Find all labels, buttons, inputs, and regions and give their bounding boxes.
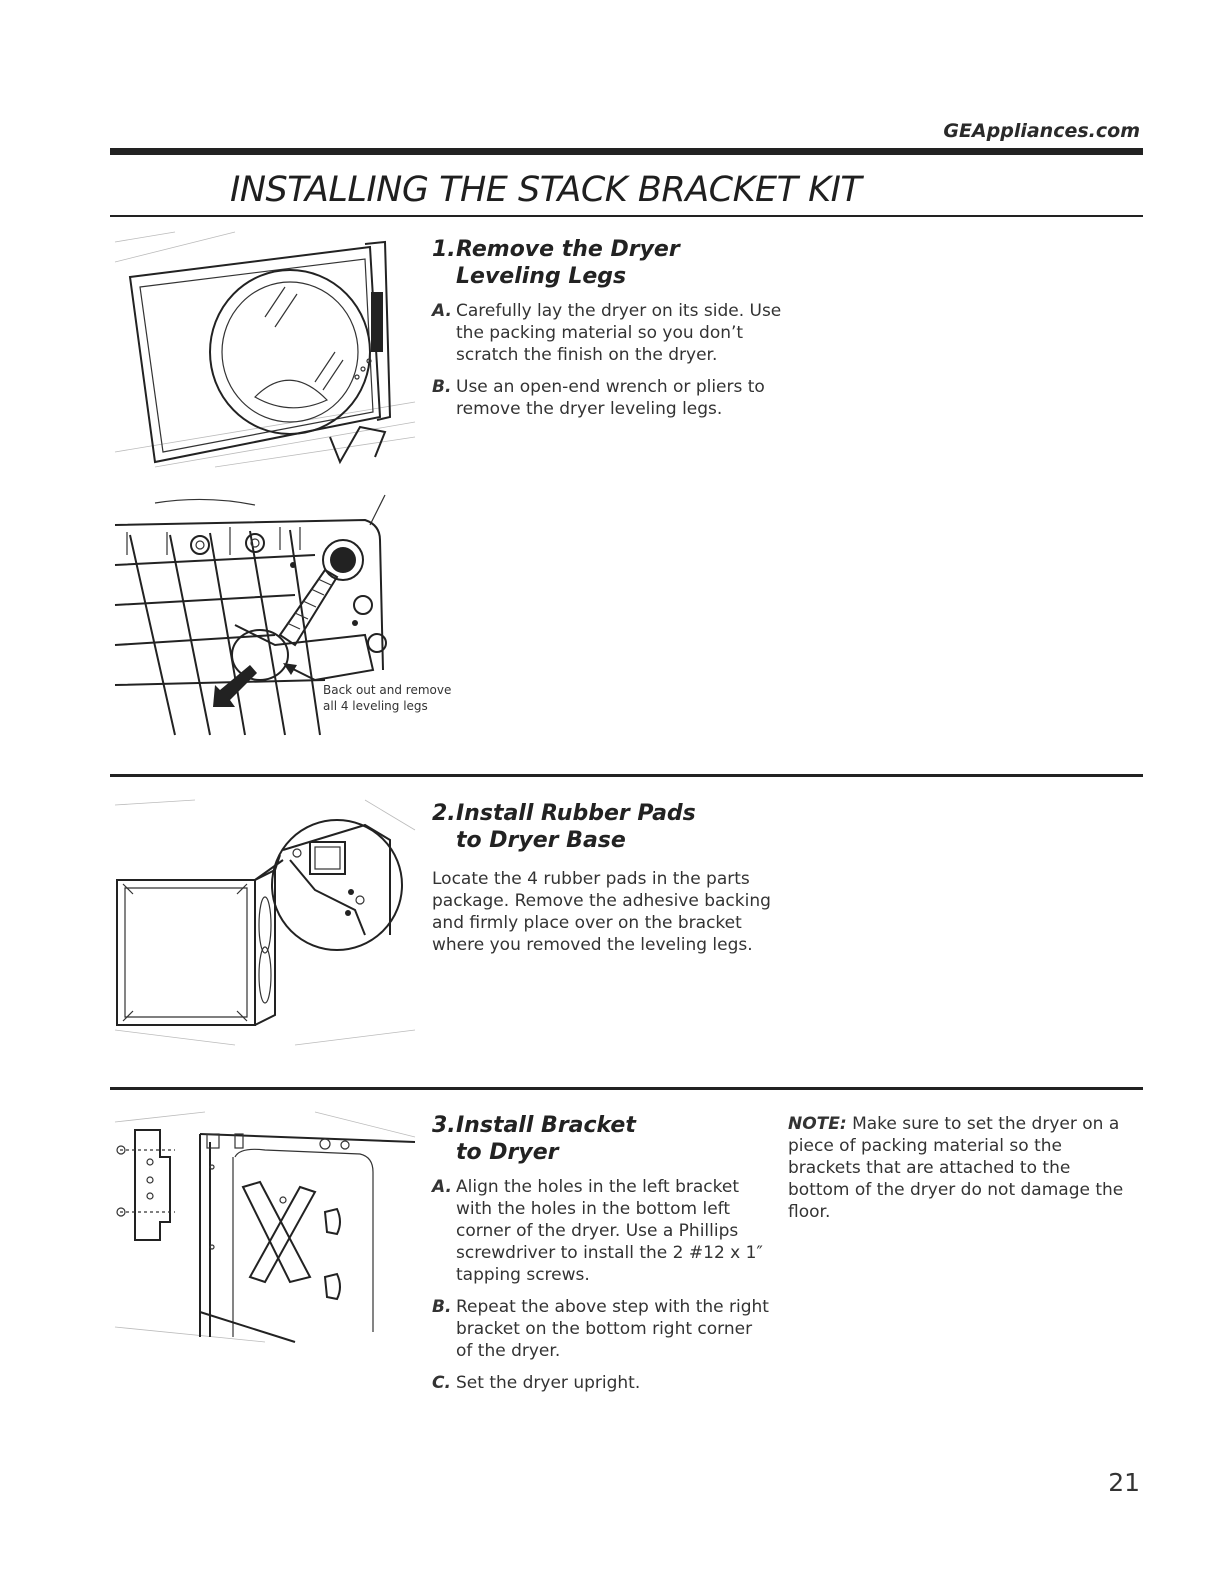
step2-content — [432, 800, 792, 956]
step3-number: 3. — [432, 1113, 456, 1138]
step3-letter-a: A. — [432, 1177, 452, 1197]
step1-text-b: Use an open-end wrench or pliers to remove the dryer leveling legs. — [456, 377, 765, 419]
step3-item-c — [432, 1372, 772, 1394]
step3-note — [788, 1113, 1128, 1223]
step3-content — [432, 1112, 772, 1394]
site-url: GEAppliances.com — [943, 120, 1140, 142]
page-number: 21 — [1108, 1468, 1140, 1497]
step3-text-a: Align the holes in the left bracket with the holes in the bottom left corner of the dryer. Use a Phillips screwdriver to install the 2 #12 x 1″ tapping screws. — [456, 1177, 763, 1285]
step1-letter-b: B. — [432, 377, 452, 397]
section-rule-2 — [110, 1087, 1143, 1090]
step3-item-a — [432, 1176, 772, 1286]
step2-number: 2. — [432, 801, 456, 826]
leg-callout-line1: Back out and remove — [323, 683, 452, 697]
section-rule-1 — [110, 774, 1143, 777]
step3-text-c: Set the dryer upright. — [456, 1373, 641, 1393]
step1-title-line1: Remove the Dryer — [456, 237, 680, 262]
step1-number: 1. — [432, 237, 456, 262]
bracket-install-illustration — [115, 1112, 415, 1342]
step2-text: Locate the 4 rubber pads in the parts package. Remove the adhesive backing and firmly place over on the bracket where you removed the leveling legs. — [432, 869, 771, 955]
step2-heading — [432, 800, 792, 854]
step1-content — [432, 236, 792, 420]
step3-title-line2: to Dryer — [456, 1140, 559, 1165]
note-text: Make sure to set the dryer on a piece of packing material so the brackets that are attached to the bottom of the dryer do not damage the floor. — [788, 1114, 1124, 1222]
step1-title-line2: Leveling Legs — [456, 264, 627, 289]
header-rule — [110, 148, 1143, 155]
leveling-leg-removal-illustration — [115, 495, 475, 740]
step3-item-b — [432, 1296, 772, 1362]
leg-callout-line2: all 4 leveling legs — [323, 699, 428, 713]
step3-heading — [432, 1112, 772, 1166]
step3-letter-c: C. — [432, 1373, 451, 1393]
page-title: INSTALLING THE STACK BRACKET KIT — [230, 170, 862, 210]
step1-item-b — [432, 376, 792, 420]
title-rule — [110, 215, 1143, 217]
note-label: NOTE: — [788, 1114, 847, 1134]
step3-letter-b: B. — [432, 1297, 452, 1317]
step3-title-line1: Install Bracket — [456, 1113, 636, 1138]
step2-title-line1: Install Rubber Pads — [456, 801, 696, 826]
step1-text-a: Carefully lay the dryer on its side. Use the packing material so you don’t scratch the finish on the dryer. — [456, 301, 782, 365]
step1-item-a — [432, 300, 792, 366]
dryer-on-side-illustration — [115, 232, 415, 467]
step2-title-line2: to Dryer Base — [456, 828, 626, 853]
step1-heading — [432, 236, 792, 290]
rubber-pad-illustration — [115, 800, 415, 1045]
step3-text-b: Repeat the above step with the right bracket on the bottom right corner of the dryer. — [456, 1297, 769, 1361]
step1-letter-a: A. — [432, 301, 452, 321]
